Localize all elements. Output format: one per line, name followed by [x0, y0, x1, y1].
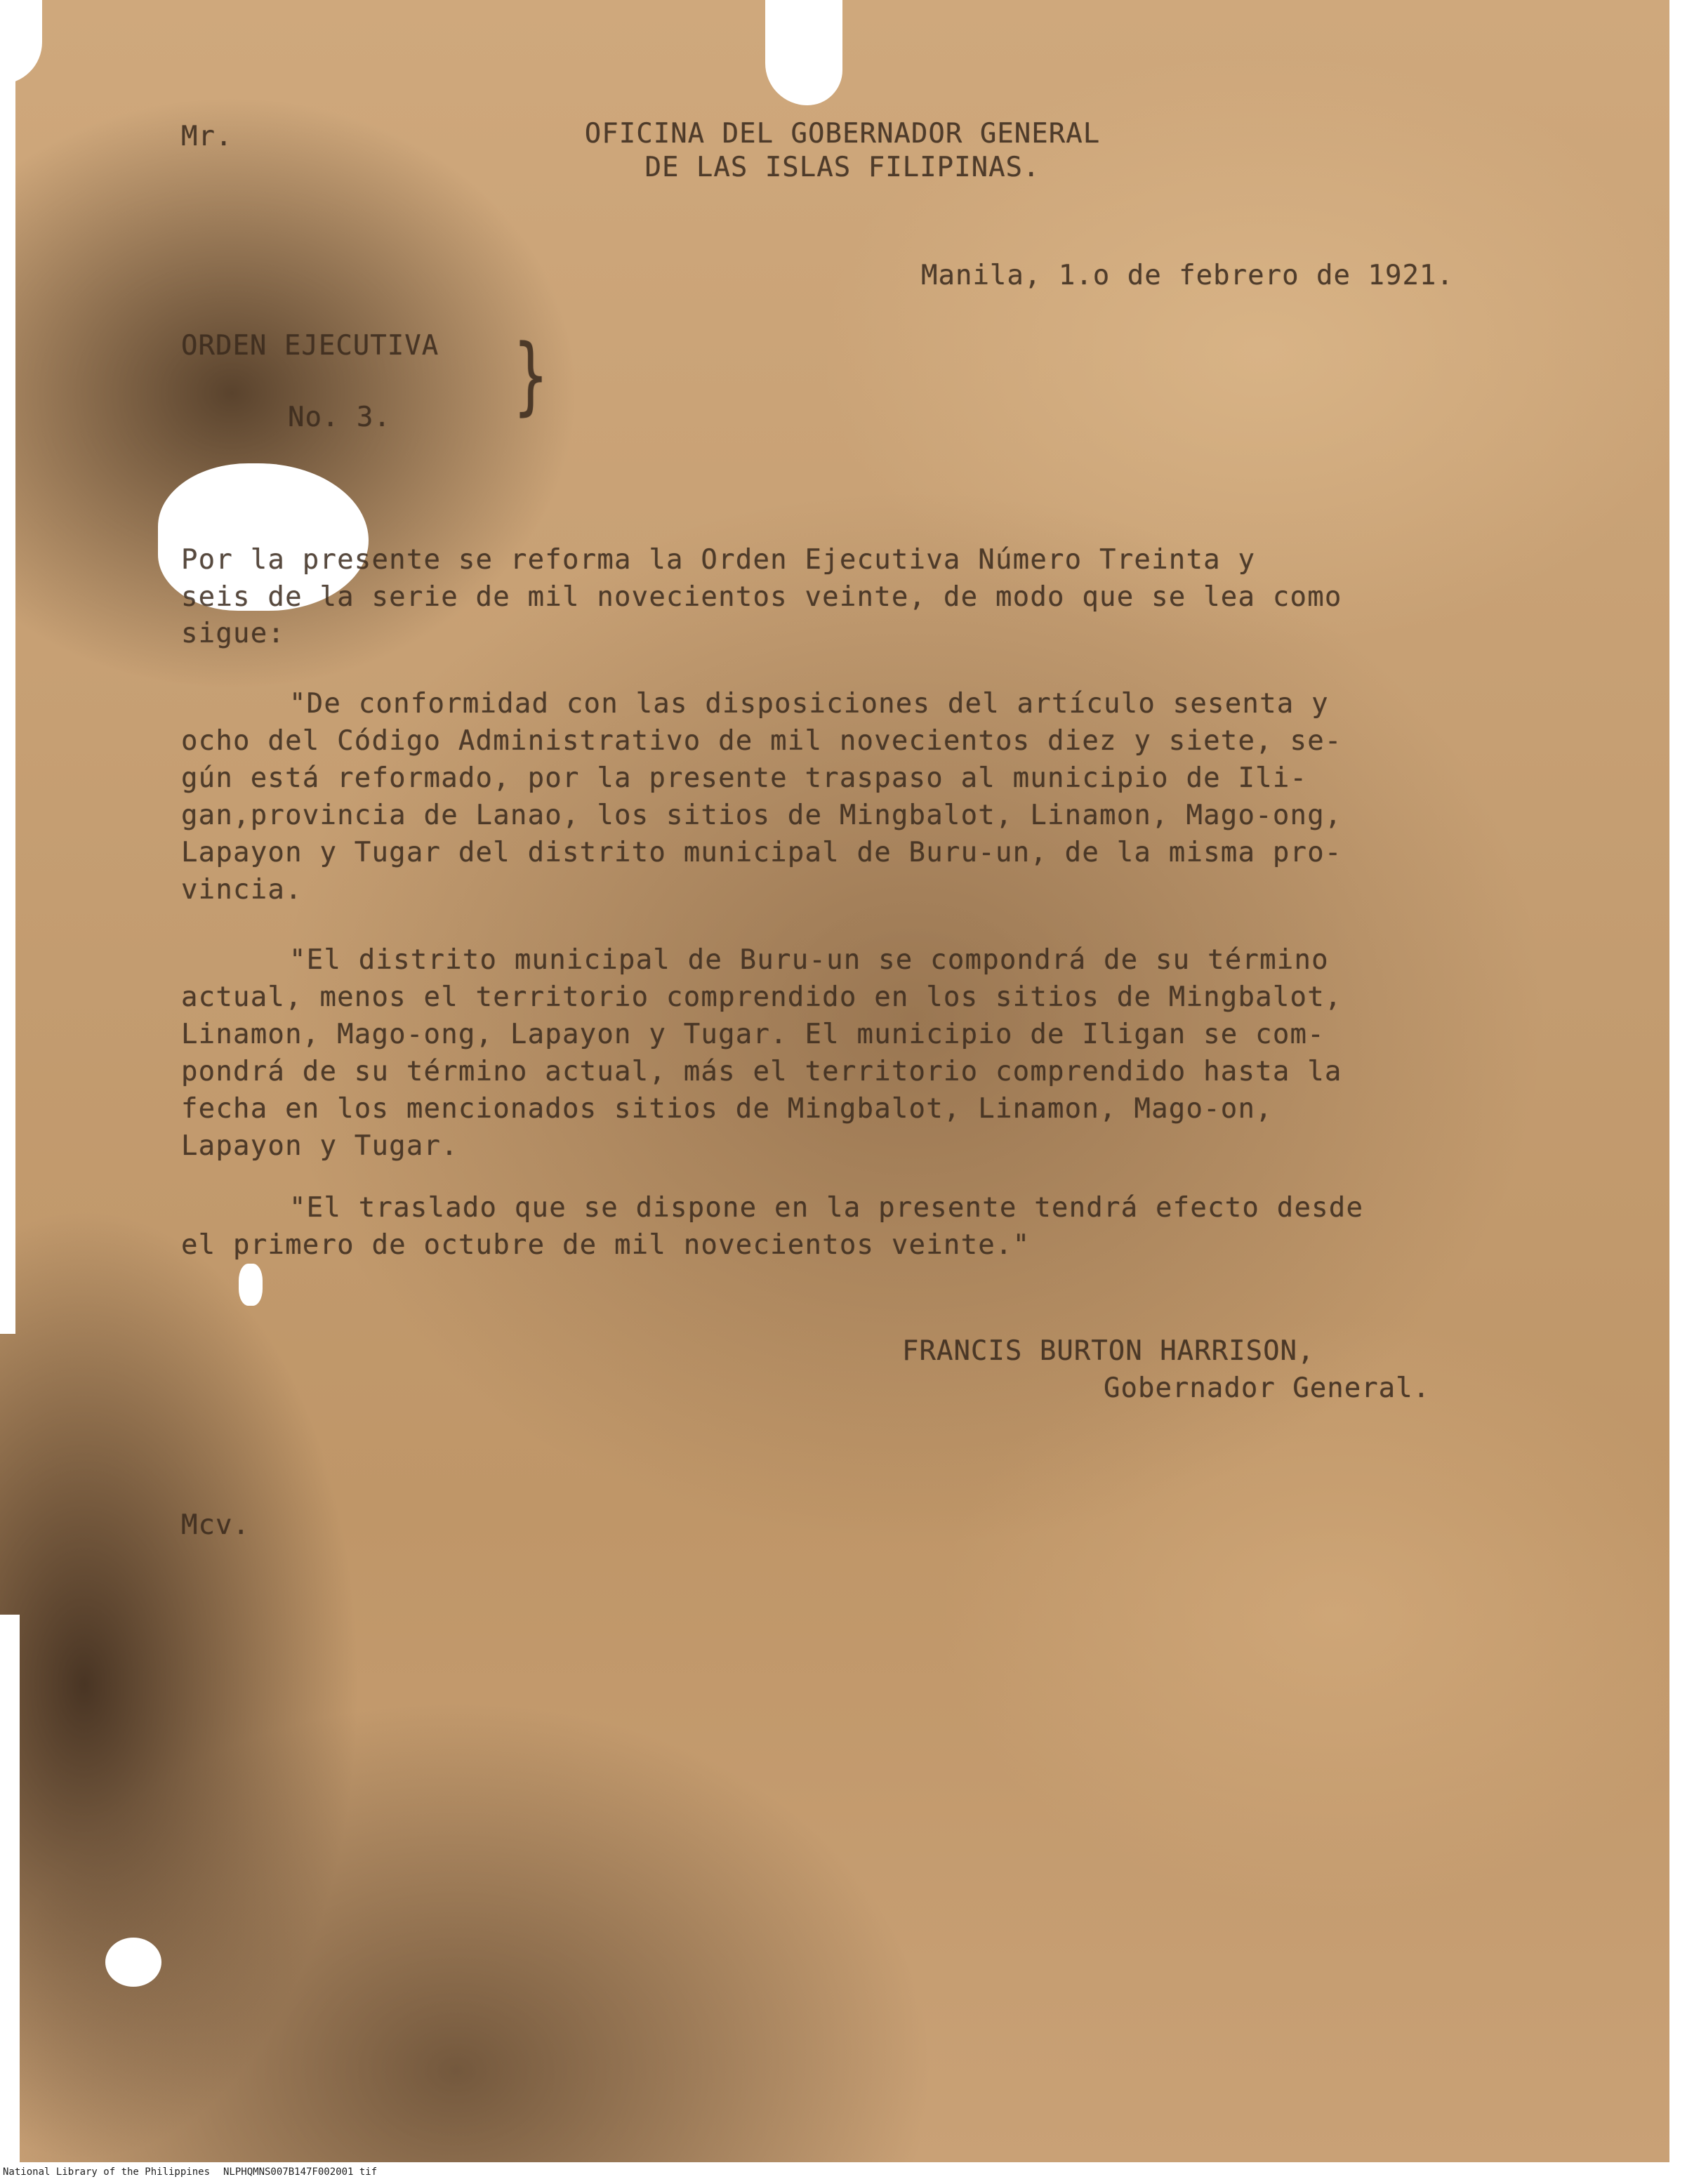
tear-top-left-corner — [0, 0, 42, 84]
quote1-line-4: gan,provincia de Lanao, los sitios de Mingbalot, Linamon, Mago-ong, — [181, 800, 1342, 831]
signature-title: Gobernador General. — [1104, 1372, 1431, 1404]
intro-line-1: Por la presente se reforma la Orden Ejecutiva Número Treinta y — [181, 544, 1256, 576]
header-initials: Mr. — [181, 121, 233, 152]
typist-initials: Mcv. — [181, 1509, 250, 1541]
quote2-line-1: "El distrito municipal de Buru-un se compondrá de su término — [289, 944, 1329, 976]
quote2-line-4: pondrá de su término actual, más el territorio comprendido hasta la — [181, 1056, 1342, 1087]
order-title: ORDEN EJECUTIVA — [181, 330, 439, 362]
quote2-line-6: Lapayon y Tugar. — [181, 1130, 458, 1162]
quote2-line-5: fecha en los mencionados sitios de Mingbalot, Linamon, Mago-on, — [181, 1093, 1273, 1125]
intro-line-2: seis de la serie de mil novecientos veinte, de modo que se lea como — [181, 581, 1342, 613]
intro-line-3: sigue: — [181, 618, 286, 649]
quote1-line-1: "De conformidad con las disposiciones del artículo sesenta y — [289, 688, 1329, 720]
footer-library-name: National Library of the Philippines — [3, 2166, 211, 2178]
tear-bottom-left-hole — [105, 1938, 161, 1987]
quote1-line-3: gún está reformado, por la presente traspaso al municipio de Ili- — [181, 762, 1308, 794]
order-brace: } — [514, 326, 549, 425]
quote3-line-2: el primero de octubre de mil novecientos veinte." — [181, 1229, 1031, 1261]
order-number: No. 3. — [288, 402, 391, 433]
quote1-line-6: vincia. — [181, 874, 303, 906]
quote3-line-1: "El traslado que se dispone en la presente tendrá efecto desde — [289, 1192, 1364, 1224]
tear-right-edge — [1669, 0, 1687, 2162]
office-title-line2: DE LAS ISLAS FILIPINAS. — [644, 152, 1040, 183]
office-title-line1: OFICINA DEL GOBERNADOR GENERAL — [584, 118, 1101, 150]
footer-file-id: NLPHQMNS007B147F002001 tif — [223, 2166, 378, 2178]
archive-footer — [0, 2162, 1687, 2184]
tear-left-edge-lower — [0, 1615, 20, 2162]
tear-small-left — [239, 1264, 263, 1306]
quote2-line-2: actual, menos el territorio comprendido en los sitios de Mingbalot, — [181, 981, 1342, 1013]
date-line: Manila, 1.o de febrero de 1921. — [921, 260, 1454, 291]
quote1-line-5: Lapayon y Tugar del distrito municipal de Buru-un, de la misma pro- — [181, 837, 1342, 868]
quote1-line-2: ocho del Código Administrativo de mil novecientos diez y siete, se- — [181, 725, 1342, 757]
signature-name: FRANCIS BURTON HARRISON, — [902, 1335, 1315, 1367]
tear-left-edge-upper — [0, 0, 15, 1334]
quote2-line-3: Linamon, Mago-ong, Lapayon y Tugar. El municipio de Iligan se com- — [181, 1019, 1325, 1050]
